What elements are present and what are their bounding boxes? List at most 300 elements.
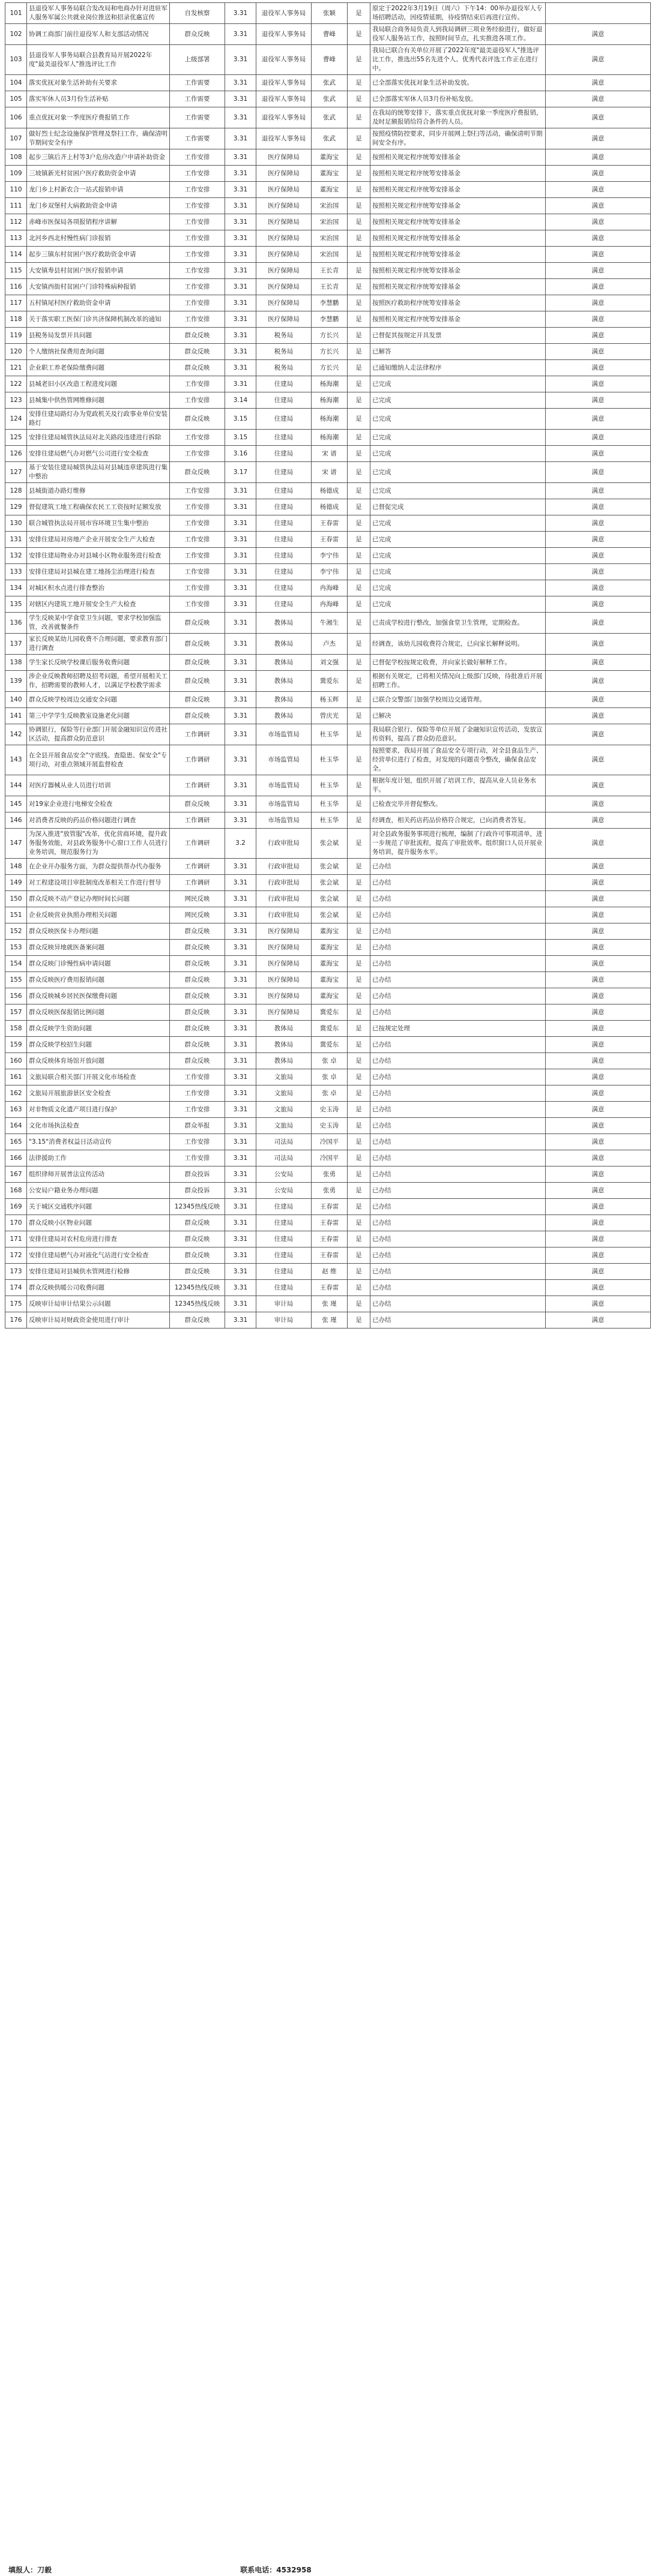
date: 3.31 [225,1312,256,1329]
department: 行政审批局 [256,859,312,875]
table-row [5,1183,651,1199]
responsible-person: 董海宝 [312,923,348,940]
table-row [5,613,651,634]
source: 群众反映 [170,1312,225,1329]
table-row [5,515,651,532]
date: 3.31 [225,812,256,829]
department: 住建局 [256,596,312,613]
satisfaction: 满意 [546,311,651,328]
row-number: 176 [5,1312,27,1329]
task-description: 县城老旧小区改造工程进度问题 [27,376,170,392]
completed-flag: 是 [348,940,370,956]
department: 住建局 [256,483,312,499]
result-description: 已完成 [370,392,546,409]
date: 3.31 [225,1264,256,1280]
task-description: 文化市场执法检查 [27,1118,170,1134]
satisfaction: 满意 [546,263,651,279]
satisfaction: 满意 [546,655,651,671]
task-description: 重点优抚对象一季度医疗费报销工作 [27,107,170,128]
task-description: 北河乡西北村慢性病门诊报销 [27,230,170,247]
responsible-person: 张 瑾 [312,1312,348,1329]
table-row [5,1280,651,1296]
source: 群众反映 [170,409,225,430]
date: 3.31 [225,1199,256,1215]
source: 工作安排 [170,214,225,230]
completed-flag: 是 [348,45,370,75]
row-number: 168 [5,1183,27,1199]
task-description: 安排住建局对县城供水管网进行检修 [27,1264,170,1280]
row-number: 143 [5,745,27,775]
source: 12345热线反映 [170,1280,225,1296]
department: 退役军人事务局 [256,128,312,149]
result-description: 已完成 [370,564,546,580]
date: 3.31 [225,671,256,692]
satisfaction: 满意 [546,548,651,564]
row-number: 116 [5,279,27,295]
department: 行政审批局 [256,891,312,907]
task-description: 群众反映学校招生问题 [27,1037,170,1053]
table-row [5,1215,651,1231]
table-row [5,671,651,692]
result-description: 已完成 [370,483,546,499]
date: 3.31 [225,972,256,988]
result-description: 已解答 [370,344,546,360]
satisfaction: 满意 [546,1102,651,1118]
table-row [5,166,651,182]
source: 工作安排 [170,430,225,446]
source: 自发核察 [170,3,225,24]
responsible-person: 董海宝 [312,956,348,972]
row-number: 148 [5,859,27,875]
satisfaction: 满意 [546,247,651,263]
result-description: 原定于2022年3月19日（周六）下午14：00举办退役军人专场招聘活动，因疫情延期，待疫情结束后再进行宣传。 [370,3,546,24]
row-number: 174 [5,1280,27,1296]
task-description: 为深入推进"放管服"改革，优化营商环境，提升政务服务效能，对县政务服务中心窗口工作人员进行业务培训，规范服务行为 [27,829,170,859]
source: 工作安排 [170,483,225,499]
source: 群众反映 [170,671,225,692]
source: 工作安排 [170,1150,225,1166]
satisfaction: 满意 [546,1264,651,1280]
department: 文旅局 [256,1102,312,1118]
task-description: 在企业开办服务方面，为群众提供帮办代办服务 [27,859,170,875]
row-number: 141 [5,708,27,724]
result-description: 已完成 [370,580,546,596]
satisfaction: 满意 [546,295,651,311]
source: 工作调研 [170,829,225,859]
responsible-person: 张武 [312,75,348,91]
department: 医疗保障局 [256,263,312,279]
task-description: 起步三镇后齐上村等3户危房改造户申请补助资金 [27,149,170,166]
responsible-person: 王春雷 [312,1215,348,1231]
source: 工作调研 [170,775,225,796]
satisfaction: 满意 [546,214,651,230]
satisfaction: 满意 [546,724,651,745]
responsible-person: 张会斌 [312,907,348,923]
satisfaction: 满意 [546,956,651,972]
completed-flag: 是 [348,214,370,230]
date: 3.31 [225,1069,256,1085]
result-description: 已完成 [370,409,546,430]
responsible-person: 王春雷 [312,1280,348,1296]
result-description: 已完成 [370,376,546,392]
satisfaction: 满意 [546,409,651,430]
department: 审计局 [256,1296,312,1312]
task-description: 安排住建局燃气办对燃气公司进行安全检查 [27,446,170,462]
date: 3.31 [225,91,256,107]
row-number: 101 [5,3,27,24]
task-description: 群众反映异地就医备案问题 [27,940,170,956]
department: 医疗保障局 [256,956,312,972]
satisfaction: 满意 [546,1231,651,1247]
row-number: 144 [5,775,27,796]
row-number: 135 [5,596,27,613]
date: 3.16 [225,446,256,462]
source: 群众反映 [170,956,225,972]
completed-flag: 是 [348,655,370,671]
source: 工作需要 [170,91,225,107]
table-row [5,360,651,376]
responsible-person: 冀爱东 [312,671,348,692]
source: 工作安排 [170,182,225,198]
completed-flag: 是 [348,279,370,295]
filler-name: 刀毅 [37,2566,52,2574]
row-number: 160 [5,1053,27,1069]
department: 医疗保障局 [256,923,312,940]
result-description: 按照相关规定程序统筹安排基金 [370,149,546,166]
date: 3.31 [225,75,256,91]
responsible-person: 杜玉华 [312,796,348,812]
source: 工作安排 [170,532,225,548]
source: 工作需要 [170,75,225,91]
date: 3.15 [225,430,256,446]
completed-flag: 是 [348,907,370,923]
department: 行政审批局 [256,829,312,859]
result-description: 我局已联合有关单位开展了2022年度"最美退役军人"推选评比工作，推选出55名先进个人、优秀代表评选工作正在进行中。 [370,45,546,75]
department: 行政审批局 [256,907,312,923]
department: 住建局 [256,499,312,515]
department: 住建局 [256,376,312,392]
satisfaction: 满意 [546,972,651,988]
completed-flag: 是 [348,1085,370,1102]
responsible-person: 李宁伟 [312,564,348,580]
task-description: 安排住建局路灯办为党政机关及行政事业单位安装路灯 [27,409,170,430]
row-number: 157 [5,1004,27,1021]
date: 3.31 [225,956,256,972]
task-description: 大安镇西街村贫困户门诊特殊病种报销 [27,279,170,295]
source: 群众反映 [170,462,225,483]
responsible-person: 杨德成 [312,499,348,515]
satisfaction: 满意 [546,75,651,91]
row-number: 118 [5,311,27,328]
result-description: 已全部落实优抚对象生活补助发放。 [370,75,546,91]
source: 群众反映 [170,988,225,1004]
result-description: 已办结 [370,1102,546,1118]
department: 住建局 [256,532,312,548]
task-description: 学生家长反映学校课后服务收费问题 [27,655,170,671]
completed-flag: 是 [348,1037,370,1053]
source: 群众投诉 [170,1183,225,1199]
table-row [5,344,651,360]
department: 住建局 [256,580,312,596]
satisfaction: 满意 [546,940,651,956]
date: 3.31 [225,328,256,344]
completed-flag: 是 [348,1312,370,1329]
result-description: 已办结 [370,875,546,891]
department: 公安局 [256,1183,312,1199]
department: 退役军人事务局 [256,24,312,45]
satisfaction: 满意 [546,392,651,409]
satisfaction [546,3,651,24]
source: 群众反映 [170,940,225,956]
row-number: 113 [5,230,27,247]
responsible-person: 董海宝 [312,988,348,1004]
completed-flag: 是 [348,812,370,829]
date: 3.15 [225,409,256,430]
date: 3.31 [225,499,256,515]
source: 工作安排 [170,1085,225,1102]
department: 教体局 [256,1037,312,1053]
source: 群众反映 [170,1021,225,1037]
responsible-person: 王春雷 [312,1247,348,1264]
date: 3.31 [225,1134,256,1150]
responsible-person: 史玉涛 [312,1102,348,1118]
department: 教体局 [256,1053,312,1069]
source: 工作安排 [170,166,225,182]
row-number: 114 [5,247,27,263]
satisfaction: 满意 [546,182,651,198]
satisfaction: 满意 [546,1247,651,1264]
table-body [5,3,651,1329]
row-number: 137 [5,634,27,655]
completed-flag: 是 [348,1053,370,1069]
satisfaction: 满意 [546,891,651,907]
table-row [5,875,651,891]
table-row [5,923,651,940]
completed-flag: 是 [348,1199,370,1215]
satisfaction: 满意 [546,907,651,923]
completed-flag: 是 [348,107,370,128]
result-description: 按照医疗救助程序统筹安排基金 [370,295,546,311]
result-description: 按照相关规定程序统筹安排基金 [370,279,546,295]
source: 群众反映 [170,1053,225,1069]
result-description: 按照相关规定程序统筹安排基金 [370,214,546,230]
satisfaction: 满意 [546,923,651,940]
table-row [5,483,651,499]
completed-flag: 是 [348,462,370,483]
responsible-person: 杨玉辉 [312,692,348,708]
row-number: 105 [5,91,27,107]
department: 退役军人事务局 [256,3,312,24]
completed-flag: 是 [348,247,370,263]
responsible-person: 杜玉华 [312,775,348,796]
row-number: 154 [5,956,27,972]
table-row [5,45,651,75]
result-description: 已办结 [370,891,546,907]
satisfaction: 满意 [546,1085,651,1102]
result-description: 根据有关规定，已将相关情况向上级部门反映，待批准后开展招聘工作。 [370,671,546,692]
table-row [5,1102,651,1118]
table-row [5,376,651,392]
source: 网民反映 [170,907,225,923]
table-row [5,692,651,708]
department: 市场监管局 [256,745,312,775]
satisfaction: 满意 [546,1280,651,1296]
satisfaction: 满意 [546,430,651,446]
task-description: 群众反映医保报销比例问题 [27,1004,170,1021]
department: 住建局 [256,564,312,580]
source: 工作安排 [170,198,225,214]
source: 工作安排 [170,1134,225,1150]
row-number: 136 [5,613,27,634]
row-number: 150 [5,891,27,907]
table-row [5,812,651,829]
source: 工作安排 [170,564,225,580]
source: 工作安排 [170,230,225,247]
department: 司法局 [256,1134,312,1150]
date: 3.31 [225,198,256,214]
date: 3.31 [225,613,256,634]
row-number: 153 [5,940,27,956]
result-description: 已解决 [370,708,546,724]
department: 医疗保障局 [256,940,312,956]
task-description: 落实优抚对象生活补助有关要求 [27,75,170,91]
row-number: 123 [5,392,27,409]
table-row [5,392,651,409]
row-number: 128 [5,483,27,499]
department: 税务局 [256,360,312,376]
department: 住建局 [256,462,312,483]
result-description: 已办结 [370,988,546,1004]
row-number: 127 [5,462,27,483]
table-row [5,182,651,198]
department: 住建局 [256,1264,312,1280]
satisfaction: 满意 [546,634,651,655]
table-row [5,745,651,775]
row-number: 107 [5,128,27,149]
satisfaction: 满意 [546,988,651,1004]
result-description: 已办结 [370,956,546,972]
satisfaction: 满意 [546,1134,651,1150]
date: 3.31 [225,655,256,671]
source: 工作调研 [170,859,225,875]
task-description: 群众反映门诊慢性病申请问题 [27,956,170,972]
department: 医疗保障局 [256,972,312,988]
result-description: 已办结 [370,1166,546,1183]
source: 群众反映 [170,692,225,708]
row-number: 165 [5,1134,27,1150]
responsible-person: 李宁伟 [312,548,348,564]
date: 3.17 [225,462,256,483]
table-row [5,198,651,214]
responsible-person: 张武 [312,107,348,128]
result-description: 已办结 [370,940,546,956]
row-number: 152 [5,923,27,940]
row-number: 102 [5,24,27,45]
date: 3.31 [225,279,256,295]
task-description: 反映审计局对财政资金使用进行审计 [27,1312,170,1329]
result-description: 在我局的统筹安排下，落实重点优抚对象一季度医疗费报销，及时足额报销给符合条件的人员。 [370,107,546,128]
result-description: 已办结 [370,1312,546,1329]
completed-flag: 是 [348,128,370,149]
task-description: 法律援助工作 [27,1150,170,1166]
row-number: 106 [5,107,27,128]
task-description: 对19家企业进行电梯安全检查 [27,796,170,812]
report-document [5,2,650,1329]
result-description: 按照相关规定程序统筹安排基金 [370,230,546,247]
source: 群众反映 [170,360,225,376]
date: 3.31 [225,796,256,812]
source: 工作调研 [170,812,225,829]
date: 3.31 [225,634,256,655]
result-description: 按照要求，我局开展了食品安全专项行动，对全县食品生产、经营单位进行了检查，对发现的问题责令整改，确保食品安全。 [370,745,546,775]
task-description: 三坡镇新光村贫困户医疗救助资金申请 [27,166,170,182]
satisfaction: 满意 [546,745,651,775]
completed-flag: 是 [348,230,370,247]
date: 3.31 [225,107,256,128]
satisfaction: 满意 [546,149,651,166]
department: 住建局 [256,1247,312,1264]
responsible-person: 王春雷 [312,515,348,532]
date: 3.31 [225,483,256,499]
date: 3.31 [225,1150,256,1166]
result-description: 已办结 [370,907,546,923]
task-description: 群众反映供暖公司收费问题 [27,1280,170,1296]
row-number: 133 [5,564,27,580]
satisfaction: 满意 [546,671,651,692]
completed-flag: 是 [348,311,370,328]
table-row [5,1150,651,1166]
date: 3.31 [225,724,256,745]
row-number: 155 [5,972,27,988]
date: 3.31 [225,923,256,940]
responsible-person: 杨德成 [312,483,348,499]
source: 群众反映 [170,1004,225,1021]
result-description: 已责成学校进行整改，加强食堂卫生管理，定期检查。 [370,613,546,634]
row-number: 140 [5,692,27,708]
row-number: 151 [5,907,27,923]
date: 3.31 [225,263,256,279]
department: 市场监管局 [256,775,312,796]
responsible-person: 董海宝 [312,182,348,198]
result-description: 已办结 [370,1215,546,1231]
responsible-person: 冷国平 [312,1150,348,1166]
date: 3.31 [225,1021,256,1037]
table-row [5,214,651,230]
completed-flag: 是 [348,775,370,796]
date: 3.31 [225,128,256,149]
table-row [5,328,651,344]
source: 群众反映 [170,655,225,671]
result-description: 已通知缴纳人走法律程序 [370,360,546,376]
table-row [5,1021,651,1037]
satisfaction: 满意 [546,446,651,462]
completed-flag: 是 [348,409,370,430]
satisfaction: 满意 [546,580,651,596]
task-description: 反映审计局审计结果公示问题 [27,1296,170,1312]
table-row [5,1004,651,1021]
task-description: 关于城区交通秩序问题 [27,1199,170,1215]
task-description: 县城集中供热管网维修问题 [27,392,170,409]
completed-flag: 是 [348,344,370,360]
source: 工作安排 [170,446,225,462]
completed-flag: 是 [348,499,370,515]
task-description: 文旅局联合相关部门开展文化市场检查 [27,1069,170,1085]
date: 3.31 [225,532,256,548]
result-description: 按照相关规定程序统筹安排基金 [370,311,546,328]
result-description: 已完成 [370,430,546,446]
task-description: 对辖区内建筑工地开展安全生产大检查 [27,596,170,613]
date: 3.31 [225,1166,256,1183]
